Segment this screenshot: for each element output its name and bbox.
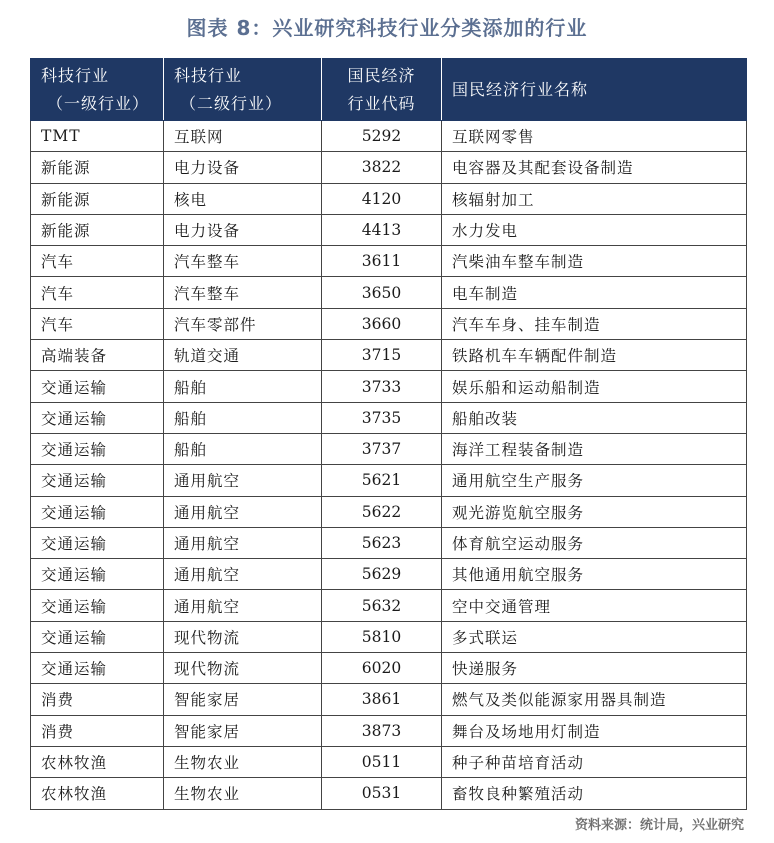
header-level1 bbox=[31, 59, 164, 121]
cell-code: 3733 bbox=[322, 371, 442, 402]
cell-industry-name: 核辐射加工 bbox=[442, 183, 747, 214]
cell-level2: 通用航空 bbox=[164, 590, 322, 621]
cell-code: 3737 bbox=[322, 433, 442, 464]
cell-industry-name: 体育航空运动服务 bbox=[442, 527, 747, 558]
cell-level1: 消费 bbox=[31, 684, 164, 715]
cell-level2: 船舶 bbox=[164, 402, 322, 433]
table-row bbox=[31, 277, 747, 308]
table-row bbox=[31, 684, 747, 715]
cell-level2: 智能家居 bbox=[164, 715, 322, 746]
cell-level1: 交通运输 bbox=[31, 496, 164, 527]
cell-code: 3650 bbox=[322, 277, 442, 308]
cell-industry-name: 互联网零售 bbox=[442, 121, 747, 152]
cell-code: 6020 bbox=[322, 653, 442, 684]
cell-industry-name: 观光游览航空服务 bbox=[442, 496, 747, 527]
cell-level1: 交通运输 bbox=[31, 590, 164, 621]
cell-level1: 新能源 bbox=[31, 183, 164, 214]
table-row bbox=[31, 371, 747, 402]
table-row bbox=[31, 746, 747, 777]
header-level1-line2: （一级行业） bbox=[47, 93, 150, 113]
header-code-line1: 国民经济 bbox=[347, 65, 416, 85]
cell-level1: 交通运输 bbox=[31, 465, 164, 496]
cell-code: 5621 bbox=[322, 465, 442, 496]
table-row bbox=[31, 214, 747, 245]
cell-code: 0511 bbox=[322, 746, 442, 777]
cell-level1: TMT bbox=[31, 121, 164, 152]
cell-level1: 农林牧渔 bbox=[31, 746, 164, 777]
cell-level1: 汽车 bbox=[31, 246, 164, 277]
cell-level1: 汽车 bbox=[31, 308, 164, 339]
cell-code: 3660 bbox=[322, 308, 442, 339]
cell-level2: 轨道交通 bbox=[164, 340, 322, 371]
cell-industry-name: 铁路机车车辆配件制造 bbox=[442, 340, 747, 371]
cell-industry-name: 汽柴油车整车制造 bbox=[442, 246, 747, 277]
cell-level2: 船舶 bbox=[164, 433, 322, 464]
table-row bbox=[31, 465, 747, 496]
header-level2-line1: 科技行业 bbox=[174, 65, 243, 85]
cell-code: 3715 bbox=[322, 340, 442, 371]
table-header-row bbox=[31, 59, 747, 121]
table-row bbox=[31, 246, 747, 277]
cell-level2: 现代物流 bbox=[164, 621, 322, 652]
table-body bbox=[31, 121, 747, 810]
header-code-line2: 行业代码 bbox=[347, 93, 416, 113]
cell-code: 3861 bbox=[322, 684, 442, 715]
cell-industry-name: 快递服务 bbox=[442, 653, 747, 684]
cell-level1: 新能源 bbox=[31, 152, 164, 183]
figure-title: 图表 8：兴业研究科技行业分类添加的行业 bbox=[186, 16, 588, 40]
header-level2-line2: （二级行业） bbox=[180, 93, 283, 113]
table-row bbox=[31, 590, 747, 621]
table-row bbox=[31, 340, 747, 371]
cell-level2: 互联网 bbox=[164, 121, 322, 152]
cell-level1: 新能源 bbox=[31, 214, 164, 245]
cell-level2: 生物农业 bbox=[164, 778, 322, 809]
table-row bbox=[31, 527, 747, 558]
cell-level2: 电力设备 bbox=[164, 152, 322, 183]
cell-level2: 电力设备 bbox=[164, 214, 322, 245]
table-row bbox=[31, 778, 747, 809]
table-row bbox=[31, 559, 747, 590]
cell-level2: 通用航空 bbox=[164, 559, 322, 590]
cell-code: 3735 bbox=[322, 402, 442, 433]
cell-code: 5623 bbox=[322, 527, 442, 558]
header-industry-name: 国民经济行业名称 bbox=[442, 59, 747, 121]
cell-level2: 核电 bbox=[164, 183, 322, 214]
cell-code: 0531 bbox=[322, 778, 442, 809]
cell-industry-name: 电容器及其配套设备制造 bbox=[442, 152, 747, 183]
header-level1-line1: 科技行业 bbox=[41, 65, 110, 85]
table-row bbox=[31, 653, 747, 684]
cell-industry-name: 通用航空生产服务 bbox=[442, 465, 747, 496]
cell-code: 5622 bbox=[322, 496, 442, 527]
cell-code: 5292 bbox=[322, 121, 442, 152]
cell-level1: 交通运输 bbox=[31, 371, 164, 402]
cell-industry-name: 电车制造 bbox=[442, 277, 747, 308]
cell-code: 3611 bbox=[322, 246, 442, 277]
cell-level1: 交通运输 bbox=[31, 527, 164, 558]
cell-level2: 现代物流 bbox=[164, 653, 322, 684]
header-code bbox=[322, 59, 442, 121]
cell-level1: 交通运输 bbox=[31, 433, 164, 464]
cell-level1: 交通运输 bbox=[31, 559, 164, 590]
cell-level1: 消费 bbox=[31, 715, 164, 746]
cell-industry-name: 舞台及场地用灯制造 bbox=[442, 715, 747, 746]
cell-code: 3822 bbox=[322, 152, 442, 183]
table-row bbox=[31, 621, 747, 652]
cell-industry-name: 其他通用航空服务 bbox=[442, 559, 747, 590]
table-row bbox=[31, 152, 747, 183]
cell-code: 5632 bbox=[322, 590, 442, 621]
cell-level1: 汽车 bbox=[31, 277, 164, 308]
cell-industry-name: 汽车车身、挂车制造 bbox=[442, 308, 747, 339]
cell-industry-name: 畜牧良种繁殖活动 bbox=[442, 778, 747, 809]
table-row bbox=[31, 433, 747, 464]
cell-level1: 农林牧渔 bbox=[31, 778, 164, 809]
table-row bbox=[31, 308, 747, 339]
header-level2 bbox=[164, 59, 322, 121]
table-row bbox=[31, 715, 747, 746]
cell-level2: 通用航空 bbox=[164, 527, 322, 558]
cell-level2: 汽车整车 bbox=[164, 277, 322, 308]
cell-level2: 通用航空 bbox=[164, 496, 322, 527]
cell-level1: 高端装备 bbox=[31, 340, 164, 371]
cell-code: 4120 bbox=[322, 183, 442, 214]
cell-level1: 交通运输 bbox=[31, 621, 164, 652]
cell-level2: 船舶 bbox=[164, 371, 322, 402]
cell-industry-name: 多式联运 bbox=[442, 621, 747, 652]
table-row bbox=[31, 121, 747, 152]
cell-level2: 汽车整车 bbox=[164, 246, 322, 277]
cell-level2: 汽车零部件 bbox=[164, 308, 322, 339]
cell-level1: 交通运输 bbox=[31, 402, 164, 433]
cell-industry-name: 水力发电 bbox=[442, 214, 747, 245]
table-row bbox=[31, 183, 747, 214]
cell-code: 3873 bbox=[322, 715, 442, 746]
industry-table bbox=[30, 58, 747, 810]
cell-level2: 通用航空 bbox=[164, 465, 322, 496]
cell-industry-name: 海洋工程装备制造 bbox=[442, 433, 747, 464]
cell-industry-name: 船舶改装 bbox=[442, 402, 747, 433]
cell-level2: 智能家居 bbox=[164, 684, 322, 715]
cell-code: 5810 bbox=[322, 621, 442, 652]
cell-code: 4413 bbox=[322, 214, 442, 245]
cell-code: 5629 bbox=[322, 559, 442, 590]
cell-level2: 生物农业 bbox=[164, 746, 322, 777]
cell-industry-name: 空中交通管理 bbox=[442, 590, 747, 621]
cell-industry-name: 燃气及类似能源家用器具制造 bbox=[442, 684, 747, 715]
table-row bbox=[31, 496, 747, 527]
source-note: 资料来源：统计局，兴业研究 bbox=[574, 818, 744, 833]
cell-industry-name: 种子种苗培育活动 bbox=[442, 746, 747, 777]
cell-industry-name: 娱乐船和运动船制造 bbox=[442, 371, 747, 402]
cell-level1: 交通运输 bbox=[31, 653, 164, 684]
table-row bbox=[31, 402, 747, 433]
